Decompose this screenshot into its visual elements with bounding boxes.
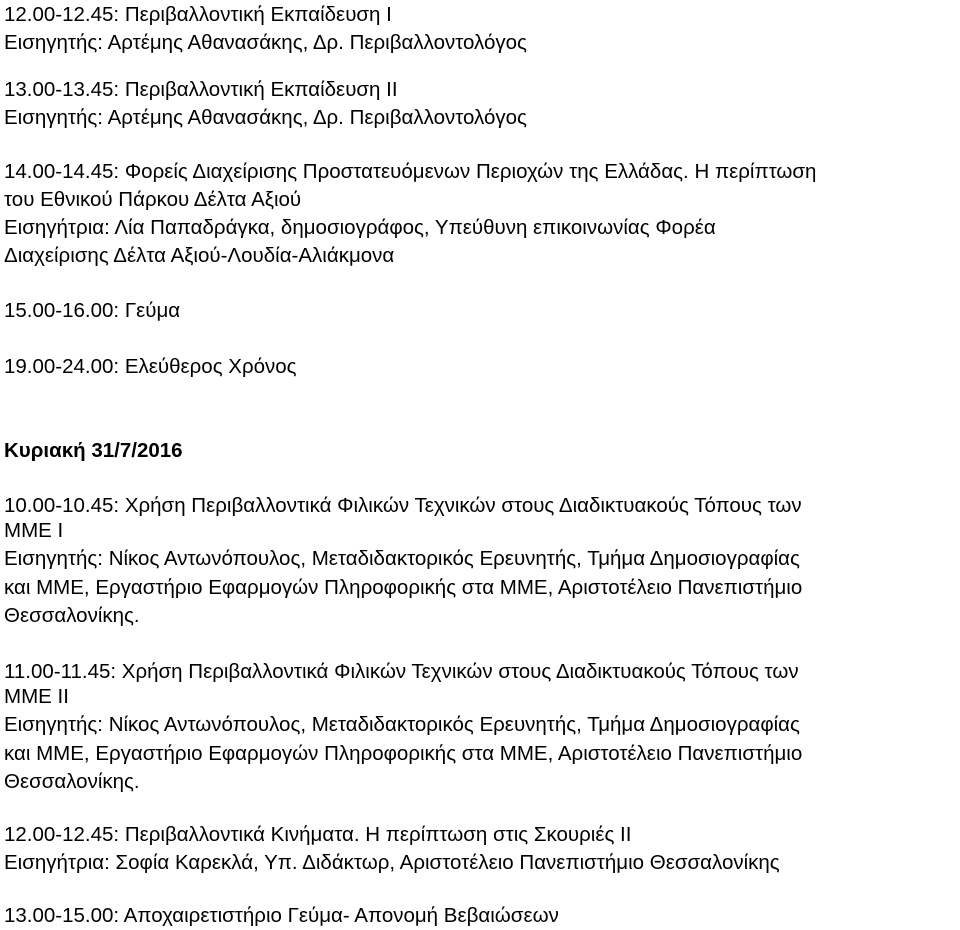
session-speaker: Εισηγητής: Αρτέμης Αθανασάκης, Δρ. Περιβαλλοντολόγος bbox=[4, 106, 527, 129]
day-heading: Κυριακή 31/7/2016 bbox=[4, 439, 183, 462]
session-title-continued: ΜΜΕ Ι bbox=[4, 519, 64, 542]
session-time-title: 15.00-16.00: Γεύμα bbox=[4, 299, 181, 322]
session-speaker-continued: Θεσσαλονίκης. bbox=[4, 770, 140, 793]
session-speaker: Εισηγήτρια: Σοφία Καρεκλά, Υπ. Διδάκτωρ, Αριστοτέλειο Πανεπιστήμιο Θεσσαλονίκης bbox=[4, 851, 780, 874]
session-time-title: 13.00-15.00: Αποχαιρετιστήριο Γεύμα- Απονομή Βεβαιώσεων bbox=[4, 904, 559, 927]
session-time-title: 13.00-13.45: Περιβαλλοντική Εκπαίδευση ΙΙ bbox=[4, 78, 398, 101]
session-speaker-continued: και ΜΜΕ, Εργαστήριο Εφαρμογών Πληροφορικής στα ΜΜΕ, Αριστοτέλειο Πανεπιστήμιο bbox=[4, 576, 803, 599]
session-time-title: 12.00-12.45: Περιβαλλοντικά Κινήματα. Η περίπτωση στις Σκουριές ΙΙ bbox=[4, 823, 632, 846]
session-time-title: 11.00-11.45: Χρήση Περιβαλλοντικά Φιλικών Τεχνικών στους Διαδικτυακούς Τόπους των bbox=[4, 660, 799, 683]
session-speaker: Εισηγήτρια: Λία Παπαδράγκα, δημοσιογράφος, Υπεύθυνη επικοινωνίας Φορέα bbox=[4, 216, 716, 239]
session-time-title: 19.00-24.00: Ελεύθερος Χρόνος bbox=[4, 355, 297, 378]
session-title-continued: του Εθνικού Πάρκου Δέλτα Αξιού bbox=[4, 188, 302, 211]
session-title-continued: ΜΜΕ ΙΙ bbox=[4, 685, 69, 708]
session-speaker: Εισηγητής: Νίκος Αντωνόπουλος, Μεταδιδακτορικός Ερευνητής, Τμήμα Δημοσιογραφίας bbox=[4, 713, 800, 736]
session-speaker-continued: Διαχείρισης Δέλτα Αξιού-Λουδία-Αλιάκμονα bbox=[4, 244, 395, 267]
session-speaker: Εισηγητής: Αρτέμης Αθανασάκης, Δρ. Περιβαλλοντολόγος bbox=[4, 31, 527, 54]
session-time-title: 10.00-10.45: Χρήση Περιβαλλοντικά Φιλικών Τεχνικών στους Διαδικτυακούς Τόπους των bbox=[4, 494, 802, 517]
session-time-title: 14.00-14.45: Φορείς Διαχείρισης Προστατευόμενων Περιοχών της Ελλάδας. Η περίπτωση bbox=[4, 160, 817, 183]
session-speaker: Εισηγητής: Νίκος Αντωνόπουλος, Μεταδιδακτορικός Ερευνητής, Τμήμα Δημοσιογραφίας bbox=[4, 547, 800, 570]
session-speaker-continued: και ΜΜΕ, Εργαστήριο Εφαρμογών Πληροφορικής στα ΜΜΕ, Αριστοτέλειο Πανεπιστήμιο bbox=[4, 742, 803, 765]
session-time-title: 12.00-12.45: Περιβαλλοντική Εκπαίδευση Ι bbox=[4, 3, 392, 26]
session-speaker-continued: Θεσσαλονίκης. bbox=[4, 604, 140, 627]
